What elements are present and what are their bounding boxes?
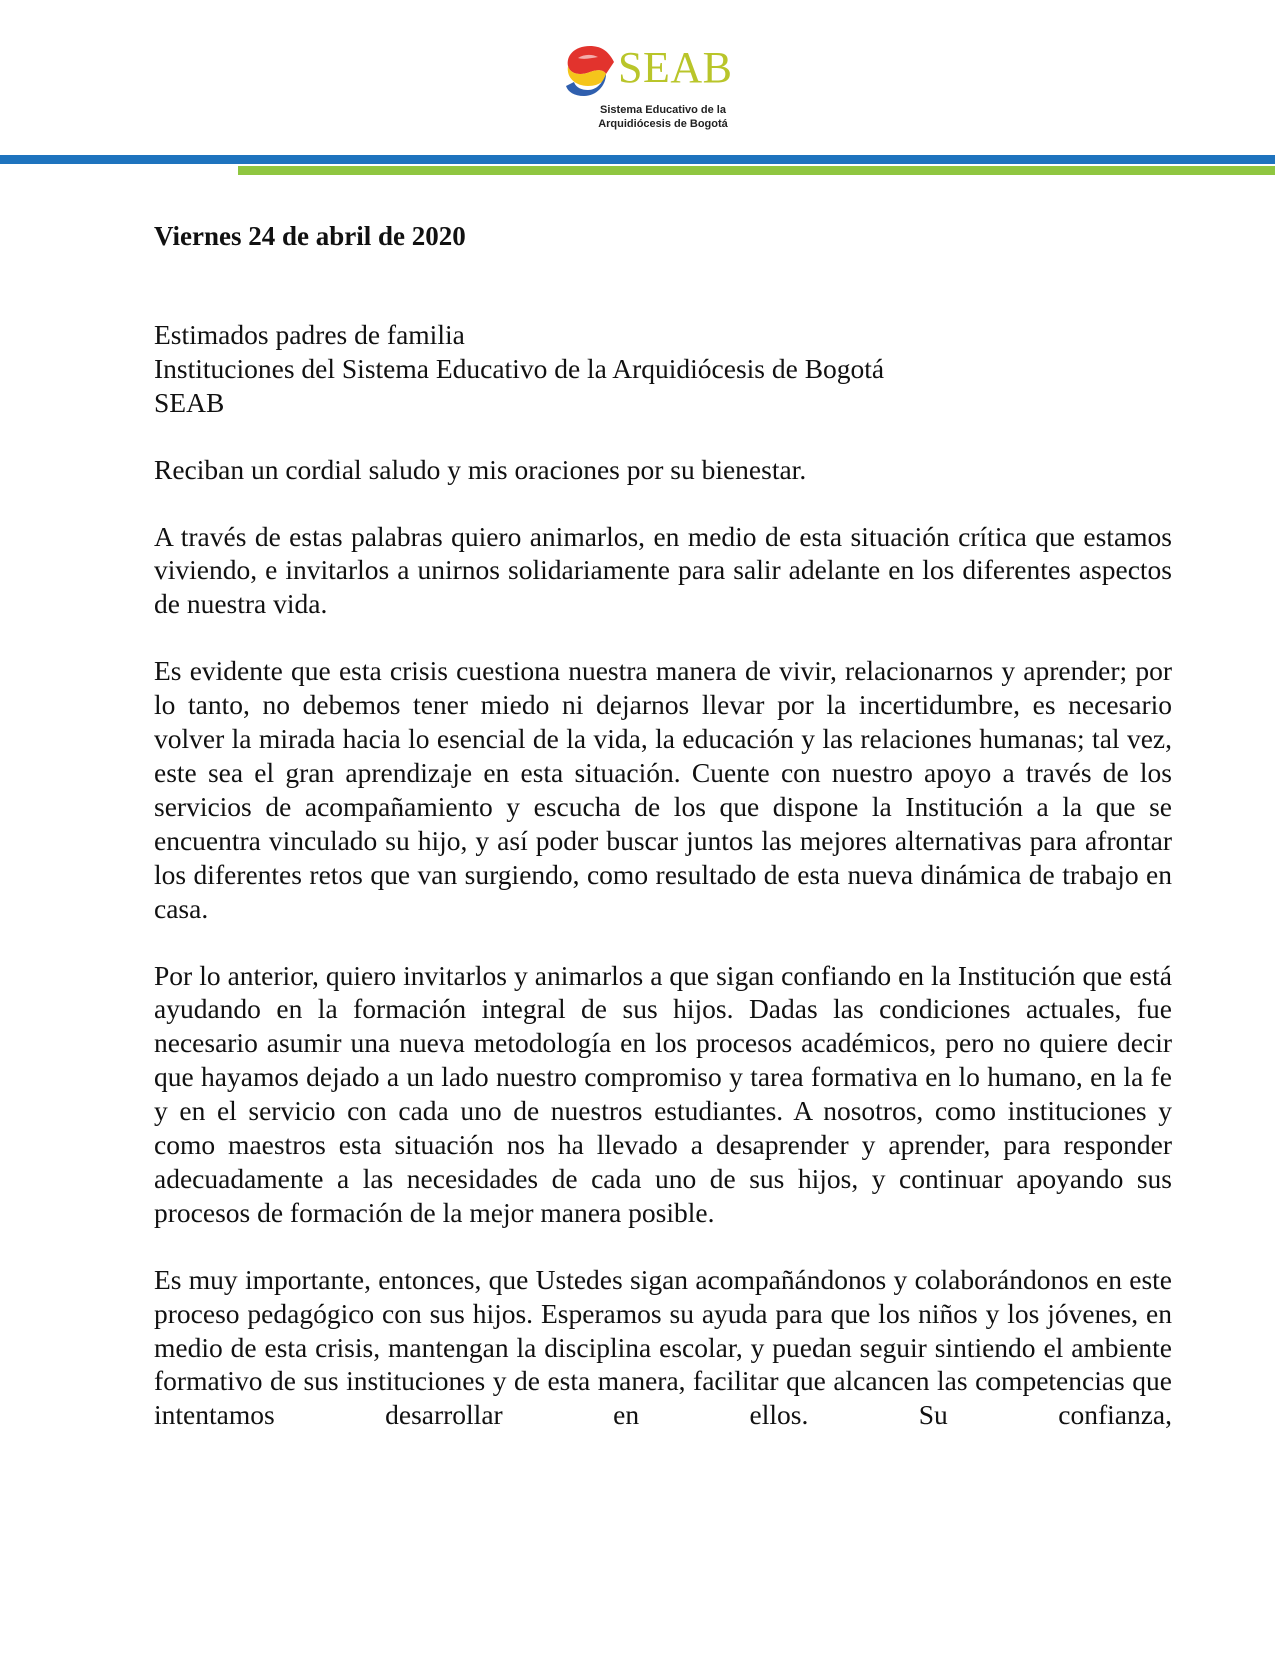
- greeting: Reciban un cordial saludo y mis oraciones por su bienestar.: [154, 453, 807, 485]
- paragraph: Es evidente que esta crisis cuestiona nuestra manera de vivir, relacionarnos y aprender; por lo tanto, no debemos tener miedo ni dejarnos llevar por la incertidumbre, es necesario volver la mirada hacia lo esencial de la vida, la educación y las relaciones humanas; tal vez, este sea el gran aprendizaje en esta situación. Cuente con nuestro apoyo a través de los servicios de acompañamiento y escucha de los que dispone la Institución a la que se encuentra vinculado su hijo, y así poder buscar juntos las mejores alternativas para afrontar los diferentes retos que van surgiendo, como resultado de esta nueva dinámica de trabajo en casa.: [154, 655, 1172, 924]
- recipient-block: [154, 318, 1172, 420]
- header-green-rule: [238, 166, 1275, 175]
- seab-wordmark: SEAB: [618, 43, 733, 92]
- paragraph: Es muy importante, entonces, que Ustedes sigan acompañándonos y colaborándonos en este proceso pedagógico con sus hijos. Esperamos su ayuda para que los niños y los jóvenes, en medio de esta crisis, mantengan la disciplina escolar, y puedan seguir sintiendo el ambiente formativo de sus instituciones y de esta manera, facilitar que alcancen las competencias que intentamos desarrollar en ellos. Su confianza,: [154, 1263, 1172, 1431]
- recipient-line: Instituciones del Sistema Educativo de la Arquidiócesis de Bogotá: [154, 352, 885, 384]
- letterhead: [0, 0, 1275, 180]
- seab-swirl-icon: [560, 42, 620, 102]
- letter-date: Viernes 24 de abril de 2020: [154, 221, 466, 251]
- recipient-line: SEAB: [154, 386, 225, 418]
- logo-caption-line: Sistema Educativo de la: [600, 104, 726, 116]
- recipient-line: Estimados padres de familia: [154, 318, 465, 350]
- letter-body: [154, 220, 1172, 1432]
- header-blue-rule: [0, 155, 1275, 164]
- paragraph: A través de estas palabras quiero animarlos, en medio de esta situación crítica que estamos viviendo, e invitarlos a unirnos solidariamente para salir adelante en los diferentes aspectos de nuestra vida.: [154, 520, 1172, 620]
- logo-caption: [578, 103, 748, 131]
- paragraph: Por lo anterior, quiero invitarlos y animarlos a que sigan confiando en la Institución que está ayudando en la formación integral de sus hijos. Dadas las condiciones actuales, fue necesario asumir una nueva metodología en los procesos académicos, pero no quiere decir que hayamos dejado a un lado nuestro compromiso y tarea formativa en lo humano, en la fe y en el servicio con cada uno de nuestros estudiantes. A nosotros, como instituciones y como maestros esta situación nos ha llevado a desaprender y aprender, para responder adecuadamente a las necesidades de cada uno de sus hijos, y continuar apoyando sus procesos de formación de la mejor manera posible.: [154, 959, 1172, 1228]
- seab-logo: [560, 42, 740, 137]
- logo-caption-line: Arquidiócesis de Bogotá: [598, 118, 728, 130]
